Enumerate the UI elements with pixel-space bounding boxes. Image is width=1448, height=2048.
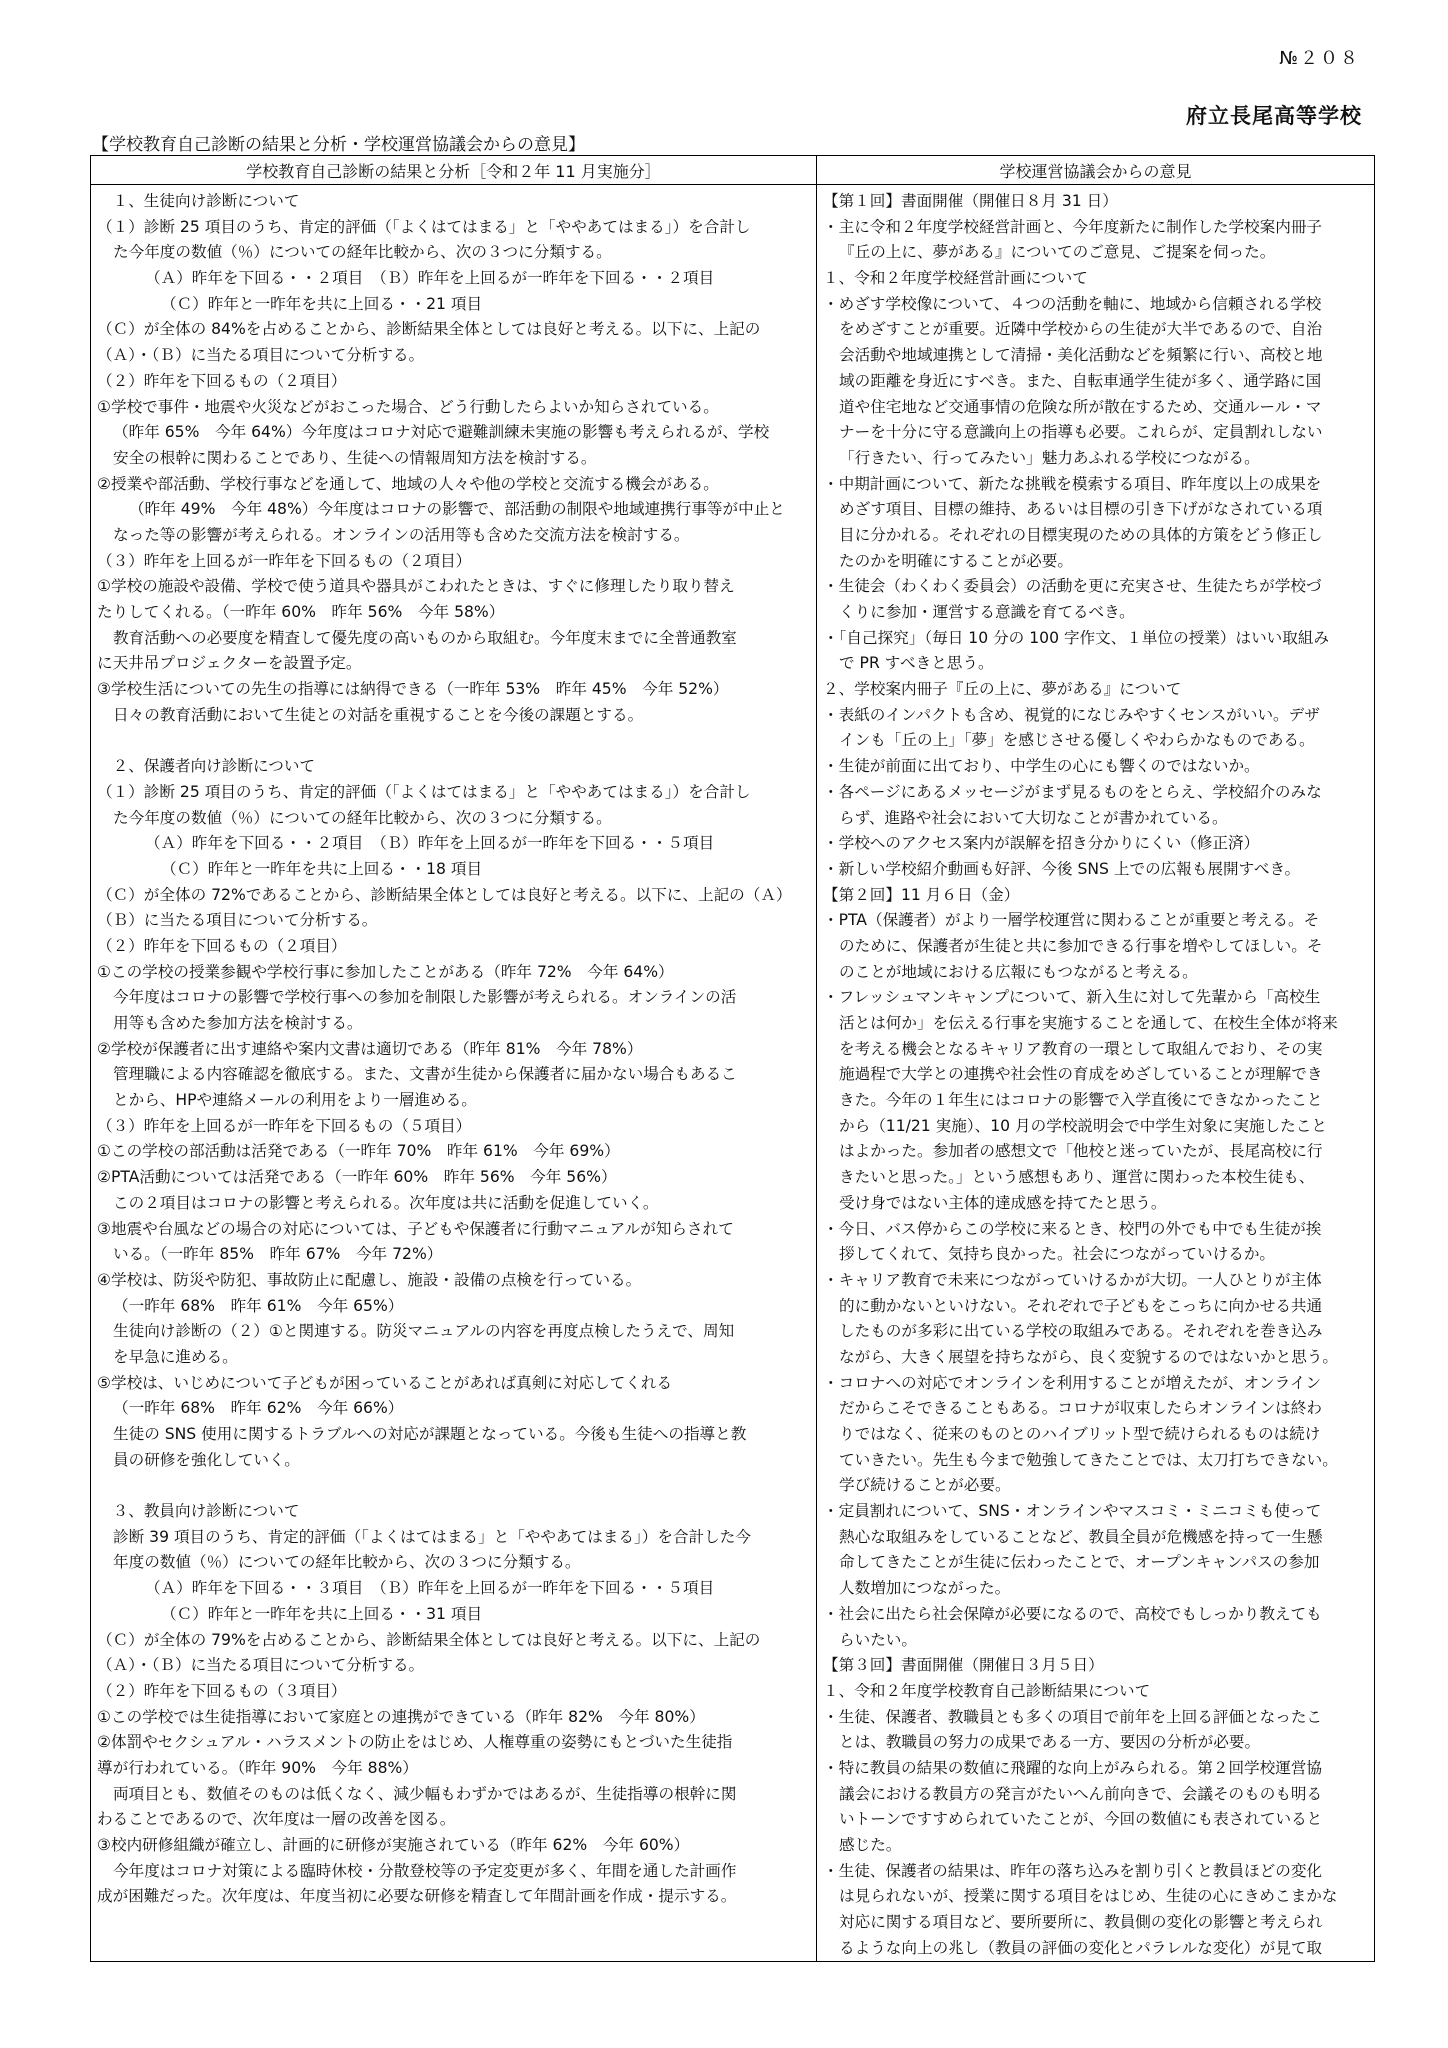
text-line: 拶してくれて、気持ち良かった。社会につながっていけるか。 xyxy=(839,1245,1276,1264)
text-line: ③学校生活についての先生の指導には納得できる（一昨年 53% 昨年 45% 今年 52%） xyxy=(97,680,729,699)
text-line: ・フレッシュマンキャンプについて、新入生に対して先輩から「高校生 xyxy=(823,988,1321,1007)
text-line: 員の研修を強化していく。 xyxy=(113,1450,300,1469)
text-line: たのかを明確にすることが必要。 xyxy=(839,551,1073,570)
text-line: （昨年 65% 今年 64%）今年度はコロナ対応で避難訓練未実施の影響も考えられるが、学校 xyxy=(113,423,770,442)
text-line: （Ｃ）が全体の 72%であることから、診断結果全体としては良好と考える。以下に、上記の（Ａ） xyxy=(97,885,792,904)
text-line: （１）診断 25 項目のうち、肯定的評価（「よくはてはまる」と「ややあてはまる」）を合計し xyxy=(97,217,751,236)
text-line: 成が困難だった。次年度は、年度当初に必要な研修を精査して年間計画を作成・提示する。 xyxy=(97,1887,737,1906)
text-line: １、令和２年度学校経営計画について xyxy=(823,269,1088,288)
text-line: きた。今年の１年生にはコロナの影響で入学直後にできなかったこと xyxy=(839,1091,1323,1110)
text-line: （２）昨年を下回るもの（２項目） xyxy=(97,936,347,955)
text-line xyxy=(97,728,810,754)
text-line: 診断 39 項目のうち、肯定的評価（「よくはてはまる」と「ややあてはまる」）を合計した今 xyxy=(113,1527,751,1546)
text-line: ていきたい。先生も今まで勉強してきたことでは、太刀打ちできない。 xyxy=(839,1450,1338,1469)
text-line: ・各ページにあるメッセージがまず見るものをとらえ、学校紹介のみな xyxy=(823,782,1322,801)
text-line: ２、保護者向け診断について xyxy=(97,757,316,776)
text-line: 活とは何か」を伝える行事を実施することを通して、在校生全体が将来 xyxy=(839,1014,1338,1032)
text-line: 管理職による内容確認を徹底する。また、文書が生徒から保護者に届かない場合もあるこ xyxy=(113,1065,737,1084)
text-line: （２）昨年を下回るもの（２項目） xyxy=(97,371,347,390)
text-line: 議会における教員方の発言がたいへん前向きで、会議そのものも明る xyxy=(839,1784,1323,1803)
text-line: ・コロナへの対応でオンラインを利用することが増えたが、オンライン xyxy=(823,1373,1322,1392)
text-line: ・社会に出たら社会保障が必要になるので、高校でもしっかり教えても xyxy=(823,1604,1322,1623)
text-line: 教育活動への必要度を精査して優先度の高いものから取組む。今年度末までに全普通教室 xyxy=(113,628,737,647)
text-line: ２、学校案内冊子『丘の上に、夢がある』について xyxy=(823,680,1182,699)
text-line: ・主に令和２年度学校経営計画と、今年度新たに制作した学校案内冊子 xyxy=(823,217,1323,236)
text-line: ・キャリア教育で未来につながっていけるかが大切。一人ひとりが主体 xyxy=(823,1270,1322,1289)
right-column-header: 学校運営協議会からの意見 xyxy=(817,156,1374,185)
text-line: 両項目とも、数値そのものは低くなく、減少幅もわずかではあるが、生徒指導の根幹に関 xyxy=(113,1784,737,1803)
text-line: 熱心な取組みをしていることなど、教員全員が危機感を持って一生懸 xyxy=(839,1527,1323,1546)
text-line: （２）昨年を下回るもの（３項目） xyxy=(97,1681,347,1700)
text-line: ③校内研修組織が確立し、計画的に研修が実施されている（昨年 62% 今年 60%） xyxy=(97,1836,690,1854)
text-line: （Ａ）・（Ｂ）に当たる項目について分析する。 xyxy=(97,346,425,365)
text-line: 目に分かれる。それぞれの目標実現のための具体的方策をどう修正し xyxy=(839,525,1323,544)
text-line: 的に動かないといけない。それぞれで子どもをこっちに向かせる共通 xyxy=(839,1296,1323,1315)
text-line: （１）診断 25 項目のうち、肯定的評価（「よくはてはまる」と「ややあてはまる」）を合計し xyxy=(97,782,751,801)
text-line: 『丘の上に、夢がある』についてのご意見、ご提案を伺った。 xyxy=(839,243,1276,262)
text-line: 対応に関する項目など、要所要所に、教員側の変化の影響と考えられ xyxy=(839,1913,1323,1932)
text-line: ・新しい学校紹介動画も好評、今後 SNS 上での広報も展開すべき。 xyxy=(823,859,1301,878)
text-line: めざす項目、目標の維持、あるいは目標の引き下げがなされている項 xyxy=(839,500,1323,519)
text-line: た今年度の数値（％）についての経年比較から、次の３つに分類する。 xyxy=(113,243,612,262)
text-line: （３）昨年を上回るが一昨年を下回るもの（２項目） xyxy=(97,551,472,570)
text-line: に天井吊プロジェクターを設置予定。 xyxy=(97,654,362,673)
text-line: ②PTA活動については活発である（一昨年 60% 昨年 56% 今年 56%） xyxy=(97,1168,617,1187)
text-line: （Ａ）昨年を下回る・・２項目 （Ｂ）昨年を上回るが一昨年を下回る・・２項目 xyxy=(145,269,715,288)
text-line: 域の距離を身近にすべき。また、自転車通学生徒が多く、通学路に国 xyxy=(839,371,1322,390)
text-line: ・生徒、保護者の結果は、昨年の落ち込みを割り引くと教員ほどの変化 xyxy=(823,1861,1323,1880)
text-line: ながら、大きく展望を持ちながら、良く変貌するのではないかと思う。 xyxy=(839,1347,1339,1366)
text-line: インも「丘の上」「夢」を感じさせる優しくやわらかなものである。 xyxy=(839,731,1315,750)
text-line: を早急に進める。 xyxy=(113,1347,238,1366)
text-line: 人数増加につながった。 xyxy=(839,1579,1011,1598)
text-line: ・生徒、保護者、教職員とも多くの項目で前年を上回る評価となったこ xyxy=(823,1707,1323,1726)
text-line: 生徒の SNS 使用に関するトラブルへの対応が課題となっている。今後も生徒への指導と教 xyxy=(113,1425,747,1443)
text-line xyxy=(97,1473,810,1499)
text-line: とから、HPや連絡メールの利用をより一層進める。 xyxy=(113,1091,477,1110)
text-line: ①この学校の部活動は活発である（一昨年 70% 昨年 61% 今年 69%） xyxy=(97,1142,620,1161)
text-line: ③地震や台風などの場合の対応については、子どもや保護者に行動マニュアルが知らされて xyxy=(97,1219,734,1238)
text-line: ①この学校の授業参観や学校行事に参加したことがある（昨年 72% 今年 64%） xyxy=(97,962,674,981)
text-line: は見られないが、授業に関する項目をはじめ、生徒の心にきめこまかな xyxy=(839,1887,1338,1906)
text-line: はよかった。参加者の感想文で「他校と迷っていたが、長尾高校に行 xyxy=(839,1142,1323,1161)
text-line: 感じた。 xyxy=(839,1836,902,1854)
text-line: わることであるので、次年度は一層の改善を図る。 xyxy=(97,1810,456,1829)
text-line: ３、教員向け診断について xyxy=(97,1502,300,1521)
text-line: なった等の影響が考えられる。オンラインの活用等も含めた交流方法を検討する。 xyxy=(113,525,690,544)
text-line: ・「自己探究」（毎日 10 分の 100 字作文、１単位の授業）はいい取組み xyxy=(823,628,1330,647)
text-line: ・表紙のインパクトも含め、視覚的になじみやすくセンスがいい。デザ xyxy=(823,705,1320,724)
text-line: ①この学校では生徒指導において家庭との連携ができている（昨年 82% 今年 80%） xyxy=(97,1707,705,1726)
text-line: （Ｃ）が全体の 79%を占めることから、診断結果全体としては良好と考える。以下に、上記の xyxy=(97,1630,761,1649)
text-line: （Ｃ）が全体の 84%を占めることから、診断結果全体としては良好と考える。以下に、上記の xyxy=(97,320,761,339)
left-column-header: 学校教育自己診断の結果と分析［令和２年 11 月実施分］ xyxy=(91,156,816,185)
text-line: 会活動や地域連携として清掃・美化活動などを頻繁に行い、高校と地 xyxy=(839,346,1323,365)
text-line: 年度の数値（％）についての経年比較から、次の３つに分類する。 xyxy=(113,1553,581,1572)
text-line: （昨年 49% 今年 48%）今年度はコロナの影響で、部活動の制限や地域連携行事等が中止と xyxy=(129,500,785,519)
text-line: ・特に教員の結果の数値に飛躍的な向上がみられる。第２回学校運営協 xyxy=(823,1758,1323,1777)
text-line: 道や住宅地など交通事情の危険な所が散在するため、交通ルール・マ xyxy=(839,397,1322,416)
self-assessment-column xyxy=(91,156,817,1961)
text-line: いる。（一昨年 85% 昨年 67% 今年 72%） xyxy=(113,1245,443,1264)
text-line: らいたい。 xyxy=(839,1630,917,1649)
text-line: くりに参加・運営する意識を育てるべき。 xyxy=(839,603,1135,621)
text-line: りではなく、従来のものとのハイブリット型で続けられるものは続け xyxy=(839,1425,1321,1443)
text-line: 受け身ではない主体的達成感を持てたと思う。 xyxy=(839,1193,1167,1212)
text-line: （Ｂ）に当たる項目について分析する。 xyxy=(97,911,378,930)
text-line: （Ｃ）昨年と一昨年を共に上回る・・18 項目 xyxy=(161,859,483,878)
text-line: 【第２回】11 月６日（金） xyxy=(823,885,1020,904)
text-line: ②授業や部活動、学校行事などを通して、地域の人々や他の学校と交流する機会がある。 xyxy=(97,474,719,493)
text-line: ナーを十分に守る意識向上の指導も必要。これらが、定員割れしない xyxy=(839,423,1323,442)
text-line: た今年度の数値（％）についての経年比較から、次の３つに分類する。 xyxy=(113,808,612,827)
text-line: から（11/21 実施）、10 月の学校説明会で中学生対象に実施したこと xyxy=(839,1116,1327,1135)
text-line: いトーンですすめられていたことが、今回の数値にも表されていると xyxy=(839,1810,1323,1829)
text-line: （一昨年 68% 昨年 62% 今年 66%） xyxy=(113,1399,404,1418)
council-opinion-text xyxy=(817,185,1374,1961)
text-line: 【第１回】書面開催（開催日８月 31 日） xyxy=(823,192,1118,210)
text-line: この２項目はコロナの影響と考えられる。次年度は共に活動を促進していく。 xyxy=(113,1193,659,1212)
text-line: のために、保護者が生徒と共に参加できる行事を増やしてほしい。そ xyxy=(839,936,1323,955)
text-line: のことが地域における広報にもつながると考える。 xyxy=(839,962,1198,981)
text-line: ①学校の施設や設備、学校で使う道具や器具がこわれたときは、すぐに修理したり取り替え xyxy=(97,577,735,596)
document-number: №２０８ xyxy=(1279,48,1360,69)
text-line: 生徒向け診断の（２）①と関連する。防災マニュアルの内容を再度点検したうえで、周知 xyxy=(113,1322,735,1341)
text-line: ①学校で事件・地震や火災などがおこった場合、どう行動したらよいか知らされている。 xyxy=(97,397,719,416)
text-line: ②体罰やセクシュアル・ハラスメントの防止をはじめ、人権尊重の姿勢にもとづいた生徒指 xyxy=(97,1733,733,1752)
text-line: とは、教職員の努力の成果である一方、要因の分析が必要。 xyxy=(839,1733,1261,1752)
text-line: だからこそできることもある。コロナが収束したらオンラインは終わ xyxy=(839,1399,1322,1418)
text-line: 日々の教育活動において生徒との対話を重視することを今後の課題とする。 xyxy=(113,705,644,724)
council-opinion-column xyxy=(817,156,1374,1961)
text-line: 安全の根幹に関わることであり、生徒への情報周知方法を検討する。 xyxy=(113,448,597,467)
text-line: ・めざす学校像について、４つの活動を軸に、地域から信頼される学校 xyxy=(823,294,1322,313)
text-line: ④学校は、防災や防犯、事故防止に配慮し、施設・設備の点検を行っている。 xyxy=(97,1270,642,1289)
text-line: （Ｃ）昨年と一昨年を共に上回る・・21 項目 xyxy=(161,294,483,313)
school-name: 府立長尾高等学校 xyxy=(1186,104,1362,128)
assessment-table xyxy=(90,155,1375,1962)
text-line: （Ｃ）昨年と一昨年を共に上回る・・31 項目 xyxy=(161,1604,483,1623)
section-heading: 【学校教育自己診断の結果と分析・学校運営協議会からの意見】 xyxy=(92,135,585,155)
text-line: きたいと思った。」という感想もあり、運営に関わった本校生徒も、 xyxy=(839,1168,1315,1187)
text-line: ・PTA（保護者）がより一層学校運営に関わることが重要と考える。そ xyxy=(823,911,1320,930)
self-assessment-text xyxy=(91,185,816,1910)
text-line: ②学校が保護者に出す連絡や案内文書は適切である（昨年 81% 今年 78%） xyxy=(97,1039,643,1058)
text-line: ・今日、バス停からこの学校に来るとき、校門の外でも中でも生徒が挨 xyxy=(823,1219,1322,1238)
text-line: 【第３回】書面開催（開催日３月５日） xyxy=(823,1656,1104,1675)
text-line: 用等も含めた参加方法を検討する。 xyxy=(113,1014,363,1032)
text-line: を考える機会となるキャリア教育の一環として取組んでおり、その実 xyxy=(839,1039,1323,1058)
text-line: ・生徒会（わくわく委員会）の活動を更に充実させ、生徒たちが学校づ xyxy=(823,577,1322,596)
text-line: ・中期計画について、新たな挑戦を模索する項目、昨年度以上の成果を xyxy=(823,474,1322,493)
text-line: で PR すべきと思う。 xyxy=(839,654,994,673)
text-line: （Ａ）・（Ｂ）に当たる項目について分析する。 xyxy=(97,1656,425,1675)
text-line: 今年度はコロナ対策による臨時休校・分散登校等の予定変更が多く、年間を通した計画作 xyxy=(113,1861,737,1880)
text-line: たりしてくれる。（一昨年 60% 昨年 56% 今年 58%） xyxy=(97,603,505,621)
text-line: （３）昨年を上回るが一昨年を下回るもの（５項目） xyxy=(97,1116,472,1135)
text-line: （一昨年 68% 昨年 61% 今年 65%） xyxy=(113,1296,404,1315)
text-line: したものが多彩に出ている学校の取組みである。それぞれを巻き込み xyxy=(839,1322,1323,1341)
text-line: １、生徒向け診断について xyxy=(97,192,300,210)
text-line: ⑤学校は、いじめについて子どもが困っていることがあれば真剣に対応してくれる xyxy=(97,1373,673,1392)
text-line: らず、進路や社会において大切なことが書かれている。 xyxy=(839,808,1228,827)
text-line: をめざすことが重要。近隣中学校からの生徒が大半であるので、自治 xyxy=(839,320,1323,339)
text-line: 「行きたい、行ってみたい」魅力あふれる学校につながる。 xyxy=(839,448,1260,467)
text-line: （Ａ）昨年を下回る・・３項目 （Ｂ）昨年を上回るが一昨年を下回る・・５項目 xyxy=(145,1579,715,1598)
text-line: 今年度はコロナの影響で学校行事への参加を制限した影響が考えられる。オンラインの活 xyxy=(113,988,737,1007)
text-line: ・定員割れについて、SNS・オンラインやマスコミ・ミニコミも使って xyxy=(823,1502,1322,1521)
text-line: 施過程で大学との連携や社会性の育成をめざしていることが理解でき xyxy=(839,1065,1323,1084)
text-line: １、令和２年度学校教育自己診断結果について xyxy=(823,1681,1151,1700)
text-line: ・生徒が前面に出ており、中学生の心にも響くのではないか。 xyxy=(823,757,1260,776)
text-line: るような向上の兆し（教員の評価の変化とパラレルな変化）が見て取 xyxy=(839,1938,1323,1957)
text-line: 命してきたことが生徒に伝わったことで、オープンキャンパスの参加 xyxy=(839,1553,1320,1572)
text-line: ・学校へのアクセス案内が誤解を招き分かりにくい（修正済） xyxy=(823,834,1260,853)
text-line: 学び続けることが必要。 xyxy=(839,1476,1011,1495)
text-line: （Ａ）昨年を下回る・・２項目 （Ｂ）昨年を上回るが一昨年を下回る・・５項目 xyxy=(145,834,715,853)
text-line: 導が行われている。（昨年 90% 今年 88%） xyxy=(97,1758,418,1777)
